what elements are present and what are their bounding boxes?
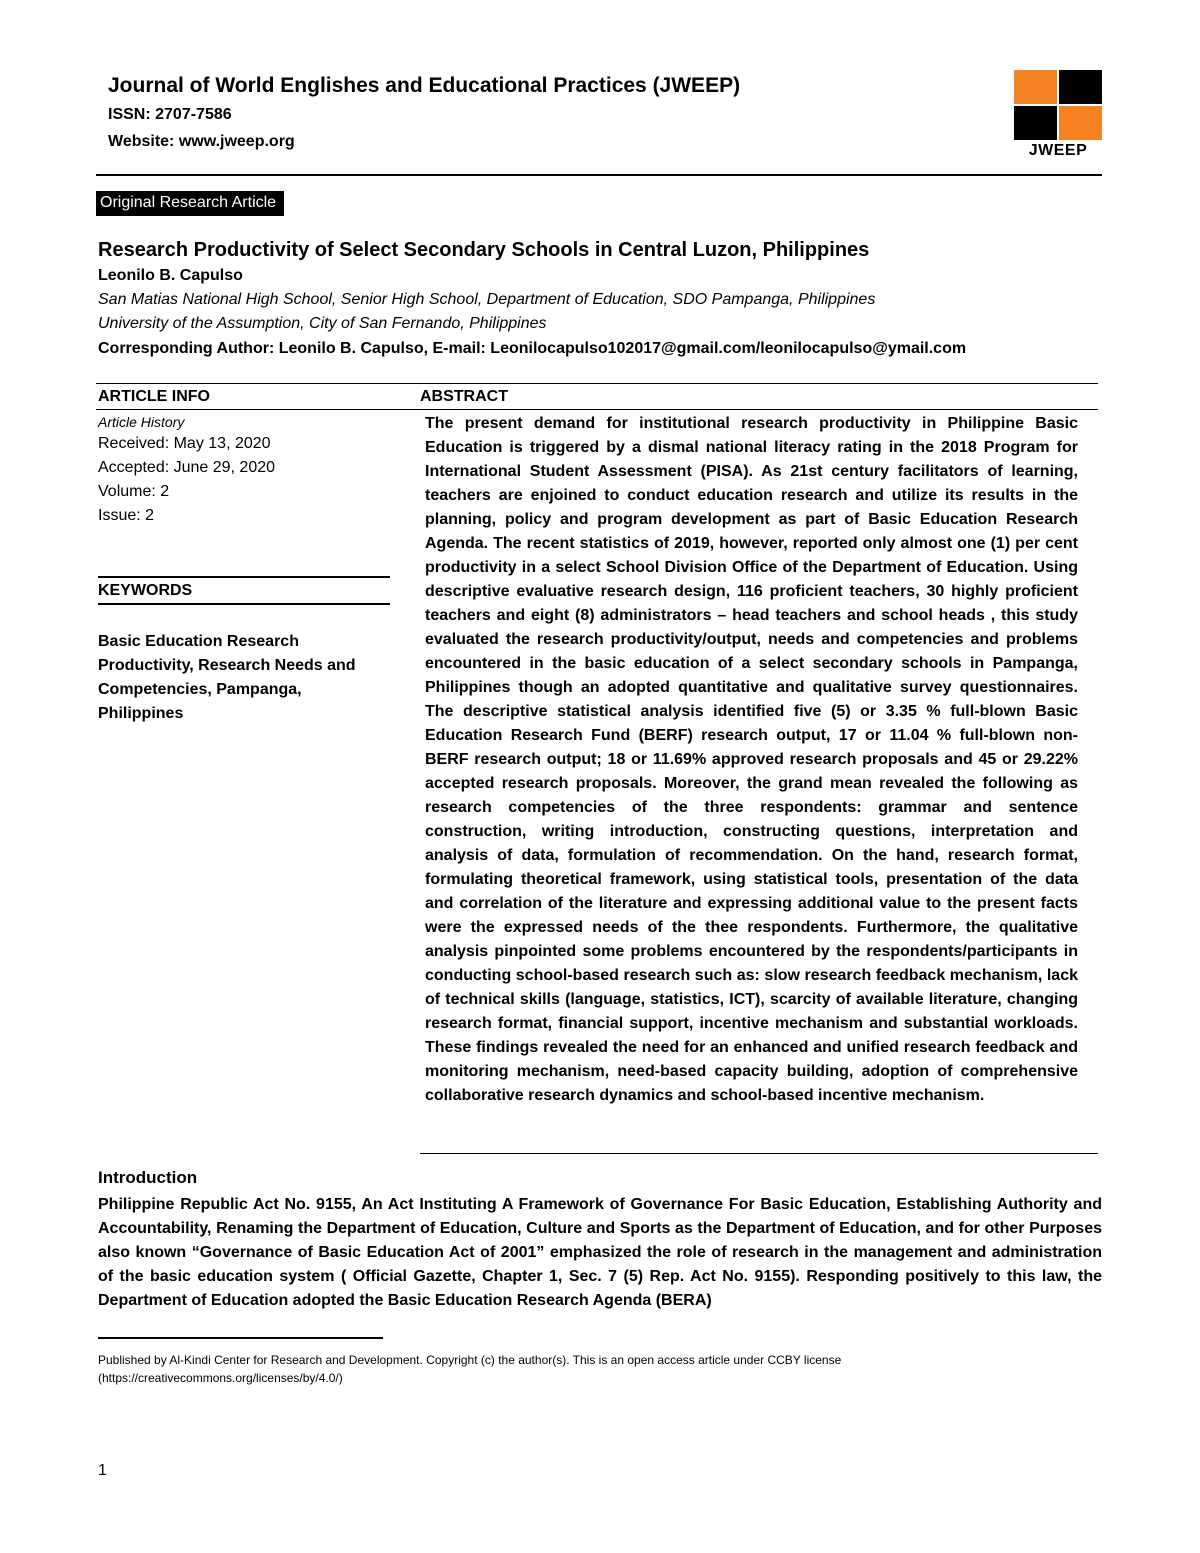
logo-text: JWEEP xyxy=(1028,142,1088,159)
article-type-badge: Original Research Article xyxy=(96,191,284,216)
affiliation-1: San Matias National High School, Senior High School, Department of Education, SDO Pampanga, Philippines xyxy=(98,291,876,308)
page-number: 1 xyxy=(98,1462,107,1479)
table-top-rule xyxy=(96,383,1098,384)
journal-website[interactable]: Website: www.jweep.org xyxy=(108,133,295,150)
journal-title: Journal of World Englishes and Educational Practices (JWEEP) xyxy=(108,74,741,97)
author-name: Leonilo B. Capulso xyxy=(98,267,243,284)
paper-title: Research Productivity of Select Secondary Schools in Central Luzon, Philippines xyxy=(98,239,870,261)
received-date: Received: May 13, 2020 xyxy=(98,435,271,452)
abstract-bottom-rule xyxy=(420,1153,1098,1154)
footnote-rule xyxy=(98,1337,383,1339)
affiliation-2: University of the Assumption, City of San Fernando, Philippines xyxy=(98,315,547,332)
keywords-list: Basic Education Research Productivity, Research Needs and Competencies, Pampanga, Philippines xyxy=(98,633,356,722)
corresponding-author: Corresponding Author: Leonilo B. Capulso, E-mail: Leonilocapulso102017@gmail.com/leonilocapulso@ymail.com xyxy=(98,340,967,357)
logo-block-black-bottom-left xyxy=(1014,106,1057,140)
keywords-bottom-rule xyxy=(98,603,390,605)
footnote-license-link[interactable]: (https://creativecommons.org/licenses/by/4.0/) xyxy=(98,1371,343,1385)
issue: Issue: 2 xyxy=(98,507,155,524)
introduction-heading: Introduction xyxy=(98,1168,198,1187)
volume: Volume: 2 xyxy=(98,483,170,500)
logo-block-orange-top-left xyxy=(1014,70,1057,104)
keywords-top-rule xyxy=(98,576,390,578)
header-divider xyxy=(96,174,1102,176)
accepted-date: Accepted: June 29, 2020 xyxy=(98,459,276,476)
jweep-logo xyxy=(1014,70,1102,166)
abstract-heading: ABSTRACT xyxy=(420,388,508,405)
journal-issn: ISSN: 2707-7586 xyxy=(108,106,232,123)
logo-block-orange-bottom-right xyxy=(1059,106,1102,140)
logo-block-black-top-right xyxy=(1059,70,1102,104)
table-header-rule xyxy=(96,409,1098,410)
footnote-line-1: Published by Al-Kindi Center for Research and Development. Copyright (c) the author(s). This is an open access article under CCBY license xyxy=(98,1353,842,1367)
article-info-heading: ARTICLE INFO xyxy=(98,388,210,405)
keywords-heading: KEYWORDS xyxy=(98,582,193,599)
article-history-label: Article History xyxy=(98,414,185,430)
introduction-text: Philippine Republic Act No. 9155, An Act Instituting A Framework of Governance For Basic Education, Establishing Authority and Accountability, Renaming the Department of Education, Culture and Sports as the Department of Education, and for other Purposes also known “Governance of Basic Education Act of 2001” emphasized the role of research in the management and administration of the basic education system ( Official Gazette, Chapter 1, Sec. 7 (5) Rep. Act No. 9155). Responding positively to this law, the Department of Education adopted the Basic Education Research Agenda (BERA) xyxy=(98,1196,1102,1309)
abstract-text: The present demand for institutional research productivity in Philippine Basic Education is triggered by a dismal national literacy rating in the 2018 Program for International Student Assessment (PISA). As 21st century facilitators of learning, teachers are enjoined to conduct education research and utilize its results in the planning, policy and program development as part of Basic Education Research Agenda. The recent statistics of 2019, however, reported only almost one (1) per cent productivity in a select School Division Office of the Department of Education. Using descriptive evaluative research design, 116 proficient teachers, 30 highly proficient teachers and eight (8) administrators – head teachers and school heads , this study evaluated the research productivity/output, needs and competencies and problems encountered in the basic education of a select secondary schools in Pampanga, Philippines though an adopted quantitative and qualitative survey questionnaires. The descriptive statistical analysis identified five (5) or 3.35 % full-blown Basic Education Research Fund (BERF) research output, 17 or 11.04 % full-blown non-BERF research output; 18 or 11.69% approved research proposals and 45 or 29.22% accepted research proposals. Moreover, the grand mean revealed the following as research competencies of the three respondents: grammar and sentence construction, writing introduction, constructing questions, interpretation and analysis of data, formulation of recommendation. On the hand, research format, formulating theoretical framework, using statistical tools, presentation of the data and correlation of the literature and expressing additional value to the present facts were the expressed needs of the thee respondents. Furthermore, the qualitative analysis pinpointed some problems encountered by the respondents/participants in conducting school-based research such as: slow research feedback mechanism, lack of technical skills (language, statistics, ICT), scarcity of available literature, changing research format, financial support, incentive mechanism and substantial workloads. These findings revealed the need for an enhanced and unified research feedback and monitoring mechanism, need-based capacity building, adoption of comprehensive collaborative research dynamics and school-based incentive mechanism. xyxy=(425,415,1078,1104)
footnote xyxy=(98,1351,998,1387)
